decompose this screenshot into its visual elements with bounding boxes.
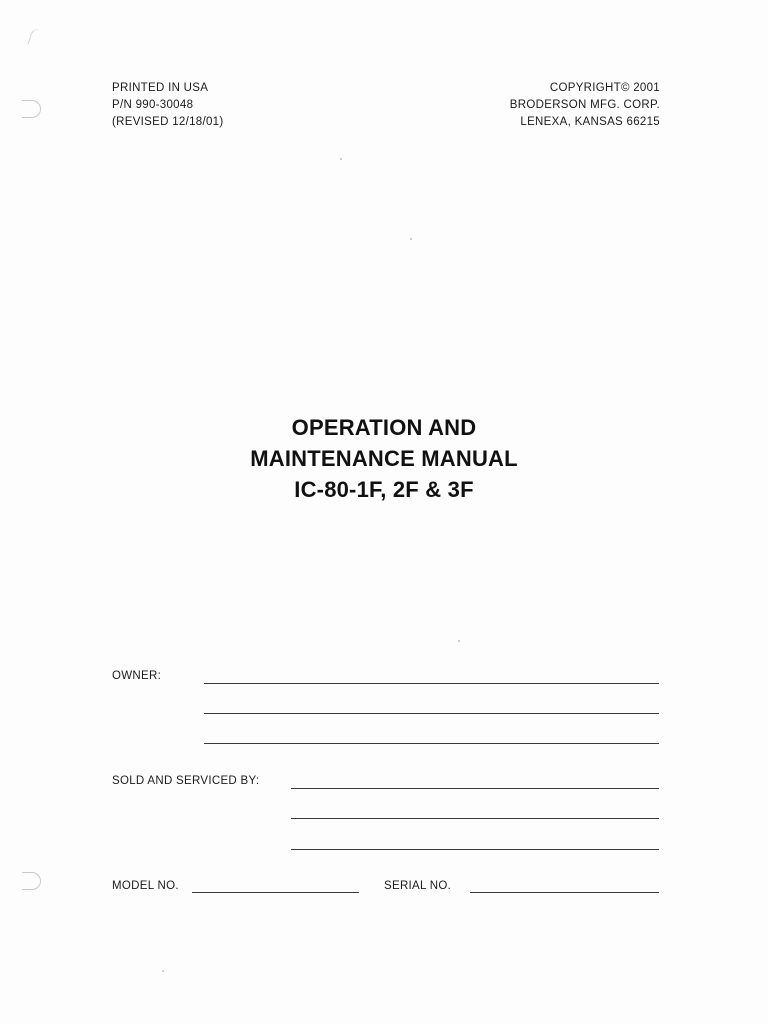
title-line-2: MAINTENANCE MANUAL [250, 446, 518, 471]
print-info-block [112, 80, 224, 131]
scan-speck [340, 158, 342, 160]
model-number-line[interactable] [192, 892, 359, 893]
company-name-text: BRODERSON MFG. CORP. [509, 99, 660, 111]
title-line-1: OPERATION AND [291, 415, 477, 440]
sold-serviced-line-3[interactable] [291, 849, 659, 850]
serial-number-line[interactable] [470, 892, 659, 893]
owner-line-1[interactable] [204, 683, 659, 684]
scan-speck [410, 238, 412, 240]
scan-speck [162, 970, 164, 972]
owner-line-3[interactable] [204, 743, 659, 744]
owner-line-2[interactable] [204, 713, 659, 714]
sold-serviced-line-2[interactable] [291, 818, 659, 819]
serial-number-label: SERIAL NO. [384, 880, 452, 892]
copyright-text: COPYRIGHT© 2001 [549, 82, 660, 94]
company-address-text: LENEXA, KANSAS 66215 [520, 116, 660, 128]
sold-serviced-label: SOLD AND SERVICED BY: [112, 775, 260, 787]
sold-serviced-line-1[interactable] [291, 788, 659, 789]
punch-hole-bottom [22, 872, 41, 890]
copyright-block [510, 80, 660, 131]
model-designation: IC-80-1F, 2F & 3F [294, 477, 474, 502]
scan-mark [27, 27, 41, 47]
punch-hole-top [22, 100, 41, 118]
part-number-text: P/N 990-30048 [112, 99, 194, 111]
revision-date-text: (REVISED 12/18/01) [112, 116, 224, 128]
scan-speck [458, 640, 460, 642]
owner-label: OWNER: [112, 670, 162, 682]
manual-title [0, 412, 768, 505]
printed-in-text: PRINTED IN USA [112, 82, 209, 94]
model-number-label: MODEL NO. [112, 880, 179, 892]
